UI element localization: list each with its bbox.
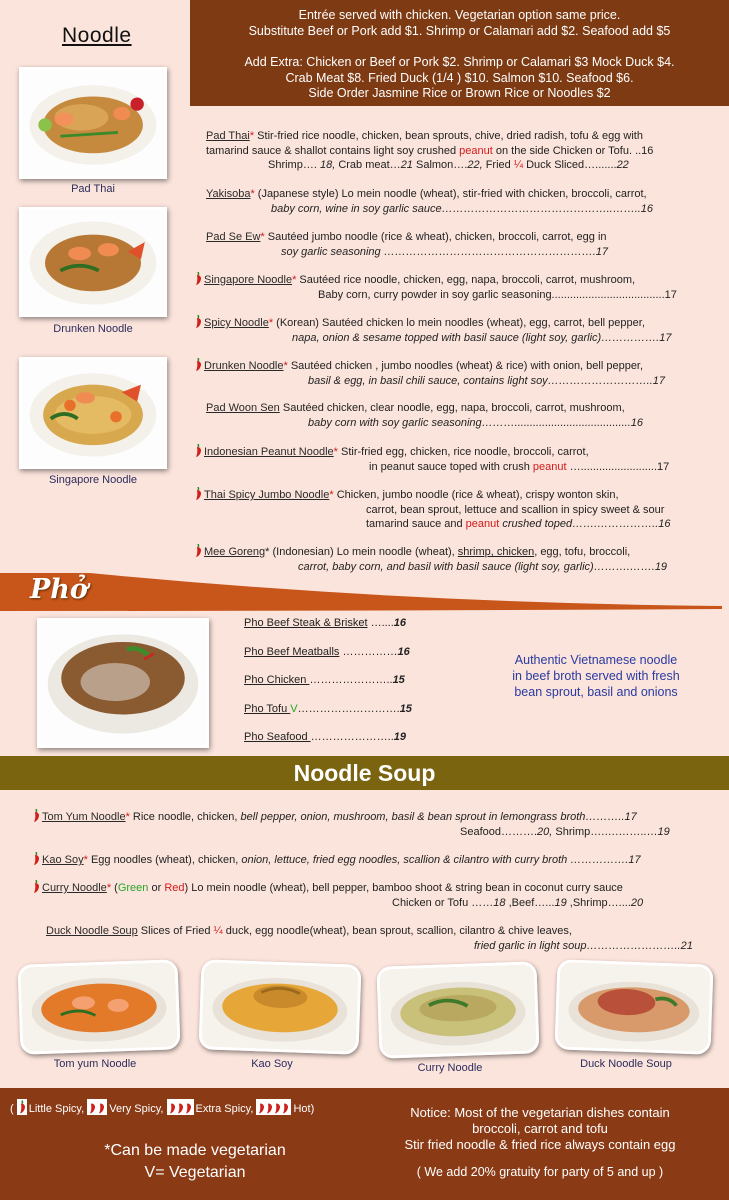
pho-item: Pho Beef Steak & Brisket …....16 <box>244 617 407 629</box>
kao-soy-photo <box>198 959 361 1055</box>
menu-item-yakisoba: Yakisoba* (Japanese style) Lo mein noodle (wheat), stir-fried with chicken, broccoli, carrot, baby corn, wine in soy garlic sauce………………………………………..……..16 <box>206 188 654 215</box>
item-name: Kao Soy <box>42 854 84 866</box>
item-name: Tom Yum Noodle <box>42 811 126 823</box>
drunken-noodle-caption: Drunken Noodle <box>53 323 133 335</box>
noodle-section-title: Noodle <box>62 24 132 47</box>
chili-icon <box>194 444 202 457</box>
pho-photo <box>37 618 209 748</box>
menu-item-mee-goreng: Mee Goreng* (Indonesian) Lo mein noodle (wheat), shrimp, chicken, egg, tofu, broccoli, carrot, baby corn, and basil with basil sauce (light soy, garlic)……….…….19 <box>194 544 714 574</box>
pho-list <box>244 617 474 759</box>
pho-item: Pho Beef Meatballs ……………16 <box>244 646 410 658</box>
menu-item-thai-spicy-jumbo: Thai Spicy Jumbo Noodle* Chicken, jumbo noodle (rice & wheat), crispy wonton skin, carrot, bean sprout, lettuce and scallion in spicy sweet & sour tamarind sauce and peanut crushed toped…….……………..16 <box>194 487 714 532</box>
chili-icon <box>194 272 202 285</box>
duck-noodle-soup-caption: Duck Noodle Soup <box>580 1058 672 1070</box>
item-name: Curry Noodle <box>42 882 107 894</box>
duck-noodle-soup-photo <box>554 959 713 1054</box>
pho-item: Pho Chicken …………………..15 <box>244 674 405 686</box>
item-name: Spicy Noodle <box>204 317 269 329</box>
chili-icon <box>87 1099 107 1115</box>
drunken-noodle-photo <box>19 207 167 317</box>
pho-item: Pho Seafood …………………..19 <box>244 731 407 743</box>
item-name: Indonesian Peanut Noodle <box>204 446 334 458</box>
menu-item-duck-noodle-soup: Duck Noodle Soup Slices of Fried ¼ duck, egg noodle(wheat), bean sprout, scallion, cilantro & chive leaves, fried garlic in light soup……………………..21 <box>46 925 693 952</box>
very-spicy-label: Very Spicy, <box>109 1103 164 1115</box>
pho-item: Pho Tofu V……………………….15 <box>244 703 412 715</box>
banner-line: Add Extra: Chicken or Beef or Pork $2. Shrimp or Calamari $3 Mock Duck $4. <box>244 55 675 69</box>
chili-icon <box>17 1099 27 1115</box>
item-name: Thai Spicy Jumbo Noodle <box>204 489 330 501</box>
chili-icon <box>32 809 40 822</box>
curry-noodle-photo <box>376 961 539 1059</box>
pho-section-title: Phở <box>30 574 88 605</box>
item-name: Duck Noodle Soup <box>46 925 138 937</box>
banner-line: Crab Meat $8. Fried Duck (1/4 ) $10. Salmon $10. Seafood $6. <box>285 70 634 85</box>
extra-spicy-label: Extra Spicy, <box>195 1103 254 1115</box>
banner-line: Substitute Beef or Pork add $1. Shrimp or Calamari add $2. Seafood add $5 <box>248 23 671 38</box>
vegetarian-note <box>60 1140 330 1184</box>
menu-item-indonesian-peanut: Indonesian Peanut Noodle* Stir-fried egg, chicken, rice noodle, broccoli, carrot, in peanut sauce toped with crush peanut ….........................17 <box>194 444 714 474</box>
item-name: Pad Se Ew <box>206 231 261 243</box>
banner-line: Entrée served with chicken. Vegetarian option same price. <box>298 8 621 22</box>
menu-item-tom-yum: Tom Yum Noodle* Rice noodle, chicken, bell pepper, onion, mushroom, basil & bean sprout in lemongrass broth………..17 Seafood……….20, Shrimp….….……..…19 <box>32 809 712 839</box>
little-spicy-label: Little Spicy, <box>28 1103 85 1115</box>
pad-thai-photo <box>19 67 167 179</box>
menu-item-singapore: Singapore Noodle* Sautéed rice noodle, chicken, egg, napa, broccoli, carrot, mushroom, Baby corn, curry powder in soy garlic seasoning.....................................17 <box>194 272 714 302</box>
pho-description: Authentic Vietnamese noodle in beef broth served with fresh bean sprout, basil and onions <box>512 653 680 699</box>
chili-icon <box>194 315 202 328</box>
singapore-noodle-caption: Singapore Noodle <box>48 474 138 486</box>
info-banner <box>190 0 729 106</box>
item-name: Yakisoba <box>206 188 251 200</box>
item-name: Pad Thai <box>206 130 250 142</box>
chili-icon <box>167 1099 194 1115</box>
item-name: Singapore Noodle <box>204 274 293 286</box>
vegetarian-notice: Notice: Most of the vegetarian dishes contain broccoli, carrot and tofu Stir fried noodle & fried rice always contain egg <box>404 1105 676 1152</box>
menu-item-pad-se-ew: Pad Se Ew* Sautéed jumbo noodle (rice & wheat), chicken, broccoli, carrot, egg in soy garlic seasoning ………………………………………………….17 <box>206 231 609 258</box>
hot-label: Hot) <box>293 1103 315 1115</box>
menu-item-pad-thai: Pad Thai* Stir-fried rice noodle, chicken, bean sprouts, chive, dried radish, tofu & egg with tamarind sauce & shallot contains light soy crushed peanut on the side Chicken or Tofu. ..16 Shrimp…. 18, Crab meat…21 Salmon….22, Fried ¼ Duck Sliced….......22 <box>206 130 654 171</box>
gratuity-note: ( We add 20% gratuity for party of 5 and up ) <box>416 1165 664 1179</box>
item-name: Pad Woon Sen <box>206 402 280 414</box>
veg-line: V= Vegetarian <box>144 1164 246 1181</box>
kao-soy-caption: Kao Soy <box>251 1058 293 1070</box>
banner-line: Side Order Jasmine Rice or Brown Rice or Noodles $2 <box>308 86 611 100</box>
menu-item-curry-noodle: Curry Noodle* (Green or Red) Lo mein noodle (wheat), bell pepper, bamboo shoot & string bean in coconut curry sauce Chicken or Tofu ……18 ,Beef…...19 ,Shrimp…....20 <box>32 880 712 910</box>
spice-legend: ( Little Spicy, Very Spicy, Extra Spicy, Hot) <box>10 1099 370 1119</box>
chili-icon <box>32 880 40 893</box>
veg-line: *Can be made vegetarian <box>104 1142 286 1159</box>
menu-item-spicy-noodle: Spicy Noodle* (Korean) Sautéed chicken lo mein noodles (wheat), egg, carrot, bell pepper, napa, onion & sesame topped with basil sauce (light soy, garlic)…………….17 <box>194 315 714 345</box>
pad-thai-caption: Pad Thai <box>71 183 115 195</box>
item-name: Mee Goreng <box>204 546 266 558</box>
tom-yum-photo <box>17 959 180 1055</box>
pho-band <box>0 573 729 611</box>
menu-item-kao-soy: Kao Soy* Egg noodles (wheat), chicken, onion, lettuce, fried egg noodles, scallion & cilantro with curry broth …………….17 <box>32 852 712 868</box>
curry-noodle-caption: Curry Noodle <box>417 1062 483 1074</box>
noodle-soup-title: Noodle Soup <box>293 760 436 786</box>
menu-item-pad-woon-sen: Pad Woon Sen Sautéed chicken, clear noodle, egg, napa, broccoli, carrot, mushroom, baby corn with soy garlic seasoning………......................................16 <box>206 402 644 429</box>
chili-icon <box>32 852 40 865</box>
chili-icon <box>194 544 202 557</box>
item-name: Drunken Noodle <box>204 360 284 372</box>
chili-icon <box>194 487 202 500</box>
tom-yum-caption: Tom yum Noodle <box>53 1058 137 1070</box>
chili-icon <box>194 358 202 371</box>
singapore-noodle-photo <box>19 357 167 469</box>
chili-icon <box>256 1099 291 1115</box>
menu-item-drunken-noodle: Drunken Noodle* Sautéed chicken , jumbo noodles (wheat) & rice) with onion, bell pepper, basil & egg, in basil chili sauce, contains light soy………………………..17 <box>194 358 714 388</box>
